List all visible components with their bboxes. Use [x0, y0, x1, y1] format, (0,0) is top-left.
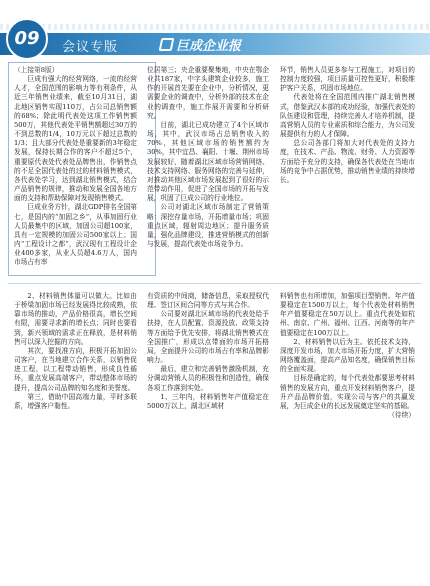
paragraph: 第三，借助中国高端力量，平时多联系，增强客户黏性。 — [14, 392, 137, 410]
article-column-3 — [280, 66, 415, 274]
paragraph: 料销售也有所增加，加强项目型销售。年产值要稳定在1500万以上，每个代表处材料销售年产值要稳定在50万以上。重点代表处如杭州、南京、广州、福州、江西、河南等的年产值要稳定在100万以上。 — [280, 292, 415, 337]
logo-text: 巨成企业报 — [176, 39, 242, 54]
paragraph: 其次，要找准方向，积极开拓加固公司客户，在当地建立合作关系，以销售促进工程，以工程带动销售，形成良性循环，重点发展高端客户，带动整体市场的提升，提高公司品牌的知名度和美誉度。 — [14, 346, 137, 392]
paragraph: 目前，湖北已成功建立了4个区域市场，其中，武汉市场占总销售收入的70%，其他区域市场的销售额约为30%，其中宜昌、襄阳、十堰、荆州市场发展较好，随着湖北区域市场营销网络、技术支持网络、服务网络的完善与延伸，对推动其他区域市场发展起到了很好的示范带动作用，促进了全国市场的开拓与发展，巩固了巨成公司的行业地位。 — [147, 120, 269, 203]
paragraph: 2、材料销售以后为主。依托技术支持，深度开发市场，加大市场开拓力度，扩大营销网络覆盖面，提高产品知名度，确保销售目标的全面实现。 — [280, 337, 415, 374]
paragraph: 公司要对湖北区域市场的代表处给予扶持，在人员配置、资源投放、政策支持等方面给予优先安排，将湖北销售模式在全国推广，形成以点带面的市场开拓格局，全面提升公司的市场占有率和品牌影响力。 — [147, 310, 269, 365]
section-divider — [8, 283, 422, 284]
paragraph: 公司对湖北区域市场制定了营销策略：深挖存量市场，开拓增量市场；巩固重点区域，辐射周边地区；提升服务质量，强化品牌建设，推进营销模式的创新与发展，提高代表处市场竞争力。 — [147, 203, 269, 248]
paragraph: 2、材料销售体量可以做大。比如由于桥梁加固市场已经发展得比较成熟，依靠市场的推动，产品价格很高，增长空间有限，需要寻求新的增长点；同时也要看到，新兴领域的需求正在释放，是材料销售可以深入挖掘的方向。 — [14, 292, 137, 346]
article-column-1 — [14, 66, 137, 274]
paragraph: 环节，销售人员更多参与工程施工，对项目的控制力度较强，项目质量可控性更好，积极维护客户关系，巩固市场地位。 — [280, 66, 415, 93]
paragraph: 代表处将在全国范围内推广湖北销售模式，借鉴武汉本部的成功经验，加强代表处的队伍建设和管理，持续完善人才培养机制，提高营销人员的专业素质和综合能力，为公司发展提供有力的人才保障。 — [280, 93, 415, 139]
paragraph: 总公司各部门将加大对代表处的支持力度，在技术、产品、物流、财务、人力资源等方面给予充分的支持，确保各代表处在当地市场的竞争中占据优势，推动销售业绩的持续增长。 — [280, 139, 415, 184]
to-be-continued-note: （待续） — [388, 411, 415, 420]
section-title: 会议专版 — [62, 40, 119, 55]
page-header — [0, 0, 430, 58]
header-stripe — [0, 24, 430, 30]
paragraph: 1、三年内，材料销售年产值稳定在5000万以上，湖北区域材 — [147, 392, 269, 410]
newspaper-logo — [160, 35, 241, 54]
paragraph: 巨成有强大的经营网络，一流的经营人才，全国范围的影响力等有利条件，从近三年销售业绩来，截至10月31日，湖北地区销售实现110万，占公司总销售额的68%；除此明代表处这项工作销售额500万，其他代表处平销售额超过30万的不到总数的1/4，10万元以下超过总数的1/3；且大部分代表处是重要新的3年稳定发展，保持长期合作的客户不超过5个，重要原代表处代表处品牌售出，作销售点的不足全国代表处的过的材料销售模式，各代表处学习，达到湖北销售模式，结合产品销售的规律，推动和发展全国各地方面的支持和帮助保障对发现销售模式。 — [14, 75, 137, 203]
paragraph: 位居第三；央企重要聚集地，中央在鄂企业共187家，中字头建筑企业较多，施工作的开展首先要在企业中，分析情况，更需要企业的调查中，分析外部的技术在企业的调查中，施工作展开需要和分析研究。 — [147, 66, 269, 120]
paragraph: 巨成业务方针，湖北GDP排名全国第七，是国内的“加固之乡”，从事加固行业人员最集中的区域，加固公司超100家，具有一定规模的加固公司500家以上；国内“工程设计之都”，武汉现有工程设计企业400多家，从业人员超4.6万人，国内市场占有率 — [14, 203, 137, 267]
paragraph: 有资质的中间商，储备信息，采取授权代理、签订区间合同等方式与其合作。 — [147, 292, 269, 310]
article-column-6 — [280, 292, 415, 577]
continuation-note: （上接第8版） — [14, 66, 59, 74]
article-column-2 — [147, 66, 269, 274]
logo-mark-icon — [159, 38, 175, 51]
paragraph: 最后，建立和完善销售激励机制，充分调动营销人员的积极性和创造性，确保各项工作落到实处。 — [147, 365, 269, 392]
article-column-5 — [147, 292, 269, 577]
paragraph: 目标是确定的，每个代表处都要思考材料销售的发展方向，重点开发材料销售客户，提升产品品牌价值，实现公司与客户的共赢发展，为巨成企业的长远发展奠定坚实的基础。 — [280, 374, 415, 410]
issue-number-badge: 09 — [6, 18, 48, 60]
article-column-4 — [14, 292, 137, 577]
